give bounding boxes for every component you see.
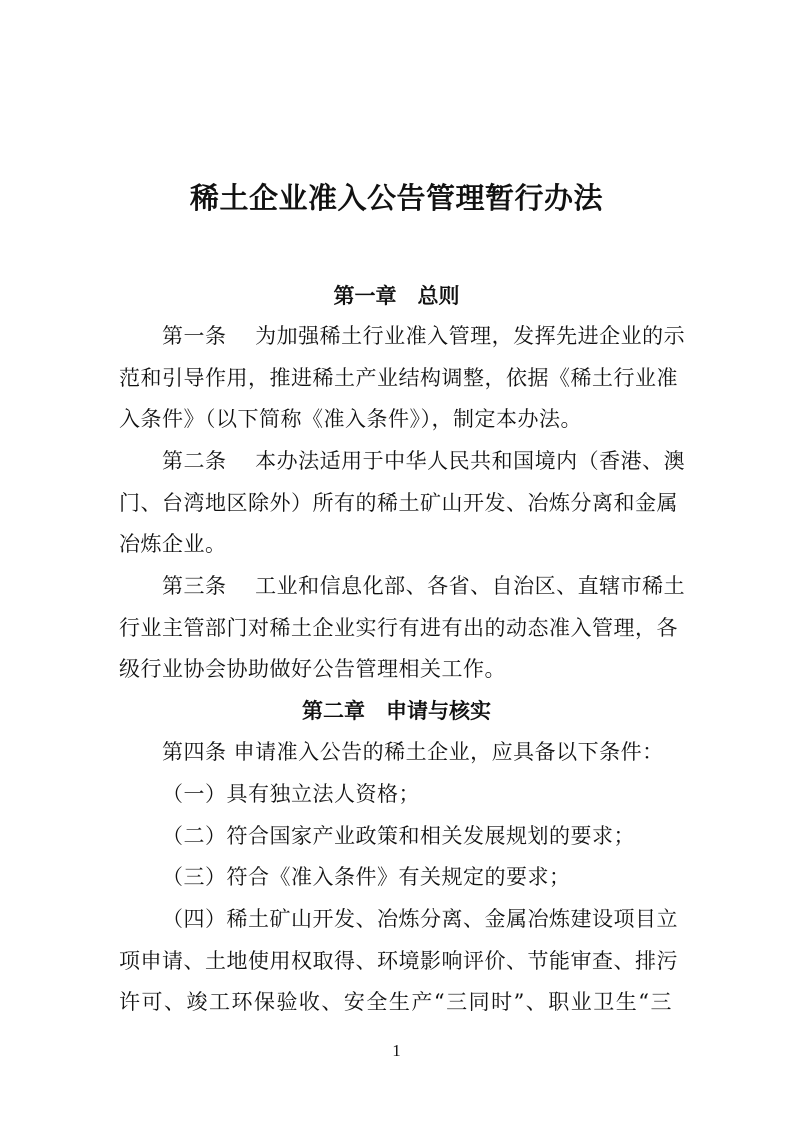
condition-item-4-line-1: （四）稀土矿山开发、冶炼分离、金属冶炼建设项目立: [162, 907, 678, 931]
chapter-1-heading: 第一章 总则: [333, 284, 460, 308]
article-1-line-1: 第一条 为加强稀土行业准入管理，发挥先进企业的示: [162, 324, 686, 348]
article-1-line-2: 范和引导作用，推进稀土产业结构调整，依据《稀土行业准: [119, 366, 678, 390]
condition-item-2: （二）符合国家产业政策和相关发展规划的要求；: [162, 824, 635, 848]
condition-item-4-line-3: 许可、竣工环保验收、安全生产“三同时”、职业卫生“三: [119, 990, 672, 1014]
article-3-line-2: 行业主管部门对稀土企业实行有进有出的动态准入管理，各: [119, 616, 678, 640]
document-title: 稀土企业准入公告管理暂行办法: [189, 181, 603, 215]
page-number: 1: [392, 1041, 401, 1060]
condition-item-4-line-2: 项申请、土地使用权取得、环境影响评价、节能审查、排污: [119, 949, 678, 973]
article-1-line-3: 入条件》（以下简称《准入条件》），制定本办法。: [119, 407, 582, 431]
article-2-line-3: 冶炼企业。: [119, 532, 227, 556]
article-4-line: 第四条 申请准入公告的稀土企业，应具备以下条件：: [162, 740, 664, 764]
article-2-line-2: 门、台湾地区除外）所有的稀土矿山开发、冶炼分离和金属: [119, 491, 678, 515]
article-3-line-1: 第三条 工业和信息化部、各省、自治区、直辖市稀土: [162, 574, 686, 598]
article-3-line-3: 级行业协会协助做好公告管理相关工作。: [119, 657, 506, 681]
article-2-line-1: 第二条 本办法适用于中华人民共和国境内（香港、澳: [162, 449, 686, 473]
chapter-2-heading: 第二章 申请与核实: [302, 699, 491, 723]
condition-item-1: （一）具有独立法人资格；: [162, 782, 420, 806]
condition-item-3: （三）符合《准入条件》有关规定的要求；: [162, 865, 571, 889]
